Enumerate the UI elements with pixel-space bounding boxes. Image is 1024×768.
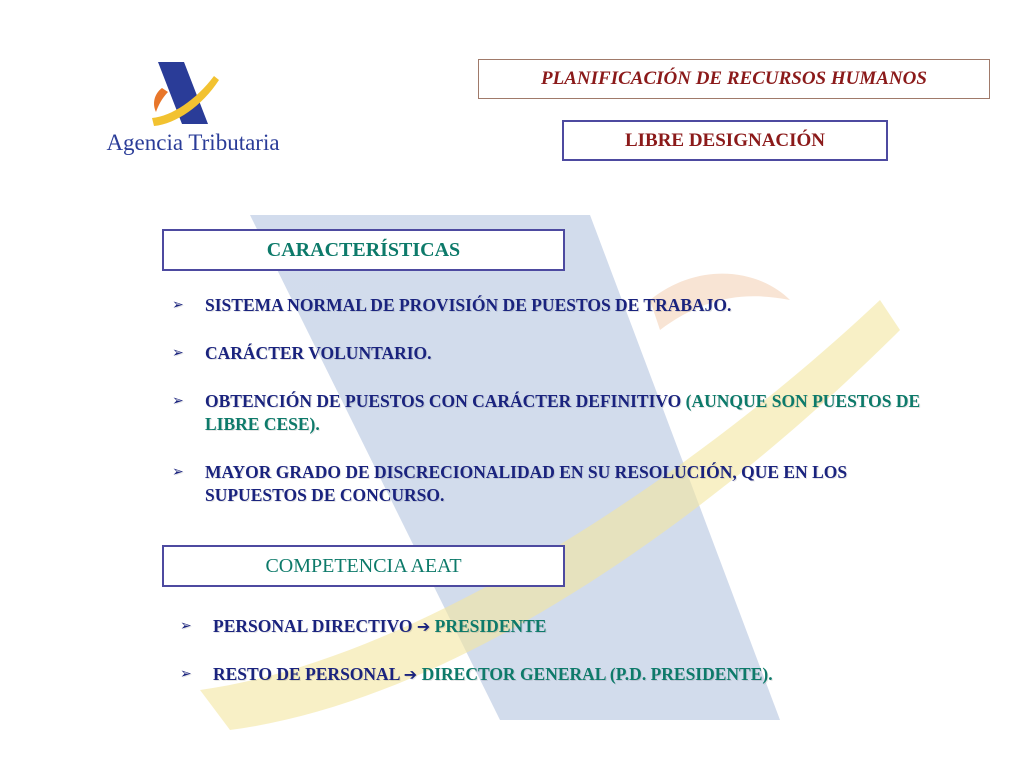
right-arrow-icon: ➔: [403, 665, 418, 684]
section-heading-text: CARACTERÍSTICAS: [266, 239, 461, 261]
logo: [88, 60, 298, 156]
list-item: [172, 461, 942, 507]
section-heading-text: COMPETENCIA AEAT: [265, 555, 462, 577]
list-item: [180, 615, 940, 638]
competencia-label: PERSONAL DIRECTIVO: [213, 616, 413, 636]
arrow-bullet-icon: ➢: [172, 464, 184, 480]
list-item: [172, 294, 942, 317]
arrow-bullet-icon: ➢: [172, 393, 184, 409]
arrow-bullet-icon: ➢: [172, 345, 184, 361]
competencia-target: PRESIDENTE: [434, 616, 547, 636]
list-item-text: OBTENCIÓN DE PUESTOS CON CARÁCTER DEFINITIVO: [205, 391, 686, 411]
list-item: [172, 390, 942, 436]
agencia-tributaria-logo-icon: [150, 60, 222, 126]
page-title: PLANIFICACIÓN DE RECURSOS HUMANOS: [478, 59, 990, 99]
arrow-bullet-icon: ➢: [180, 618, 192, 634]
competencia-target: DIRECTOR GENERAL (P.D. PRESIDENTE).: [421, 664, 773, 684]
list-item: [172, 342, 942, 365]
list-item-note: (AUNQUE SON PUESTOS DE LIBRE CESE).: [205, 391, 921, 434]
page-subtitle: LIBRE DESIGNACIÓN: [562, 120, 888, 161]
list-item-text: SISTEMA NORMAL DE PROVISIÓN DE PUESTOS DE TRABAJO.: [205, 295, 732, 315]
list-item-text: MAYOR GRADO DE DISCRECIONALIDAD EN SU RESOLUCIÓN, QUE EN LOS SUPUESTOS DE CONCURSO.: [205, 462, 848, 505]
arrow-bullet-icon: ➢: [180, 666, 192, 682]
arrow-bullet-icon: ➢: [172, 297, 184, 313]
list-item-text: CARÁCTER VOLUNTARIO.: [205, 343, 432, 363]
competencia-list: [180, 615, 940, 711]
section-heading-competencia: [162, 545, 565, 587]
list-item: [180, 663, 940, 686]
logo-text: Agencia Tributaria: [106, 130, 280, 155]
section-heading-caracteristicas: [162, 229, 565, 271]
competencia-label: RESTO DE PERSONAL: [213, 664, 400, 684]
right-arrow-icon: ➔: [416, 617, 431, 636]
caracteristicas-list: [172, 294, 942, 532]
